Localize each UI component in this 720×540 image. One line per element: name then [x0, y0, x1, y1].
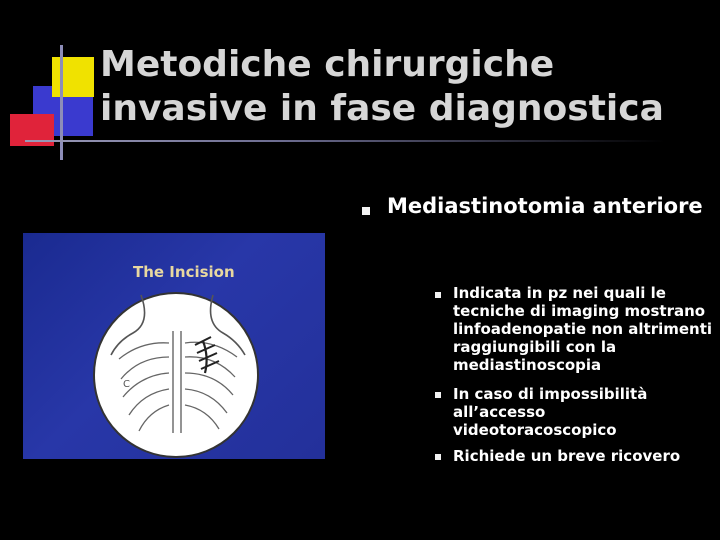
decor-vertical-line	[60, 45, 63, 160]
sub-bullet-text-3: Richiede un breve ricovero	[453, 447, 681, 465]
decor-yellow-square	[52, 57, 94, 97]
slide-title-line1: Metodiche chirurgiche	[100, 44, 555, 85]
main-bullet-text: Mediastinotomia anteriore	[387, 194, 703, 218]
figure-marker-c: C	[123, 379, 130, 390]
sub-bullet-text-1: Indicata in pz nei quali le tecniche di imaging mostrano linfoadenopatie non altrimenti raggiungibili con la mediastinoscopia	[453, 284, 713, 374]
decor-horizontal-line	[25, 140, 665, 142]
sub-bullet-text-2: In caso di impossibilità all’accesso videotoracoscopico	[453, 385, 648, 439]
slide-title	[100, 43, 710, 131]
sub-bullet-marker-3	[435, 454, 441, 460]
chest-illustration	[23, 233, 325, 459]
sub-bullet-marker-2	[435, 392, 441, 398]
slide-title-line2: invasive in fase diagnostica	[100, 88, 664, 129]
incision-figure	[23, 233, 325, 459]
sub-bullet-marker-1	[435, 292, 441, 298]
main-bullet-marker	[362, 207, 370, 215]
figure-caption: The Incision	[133, 263, 235, 281]
